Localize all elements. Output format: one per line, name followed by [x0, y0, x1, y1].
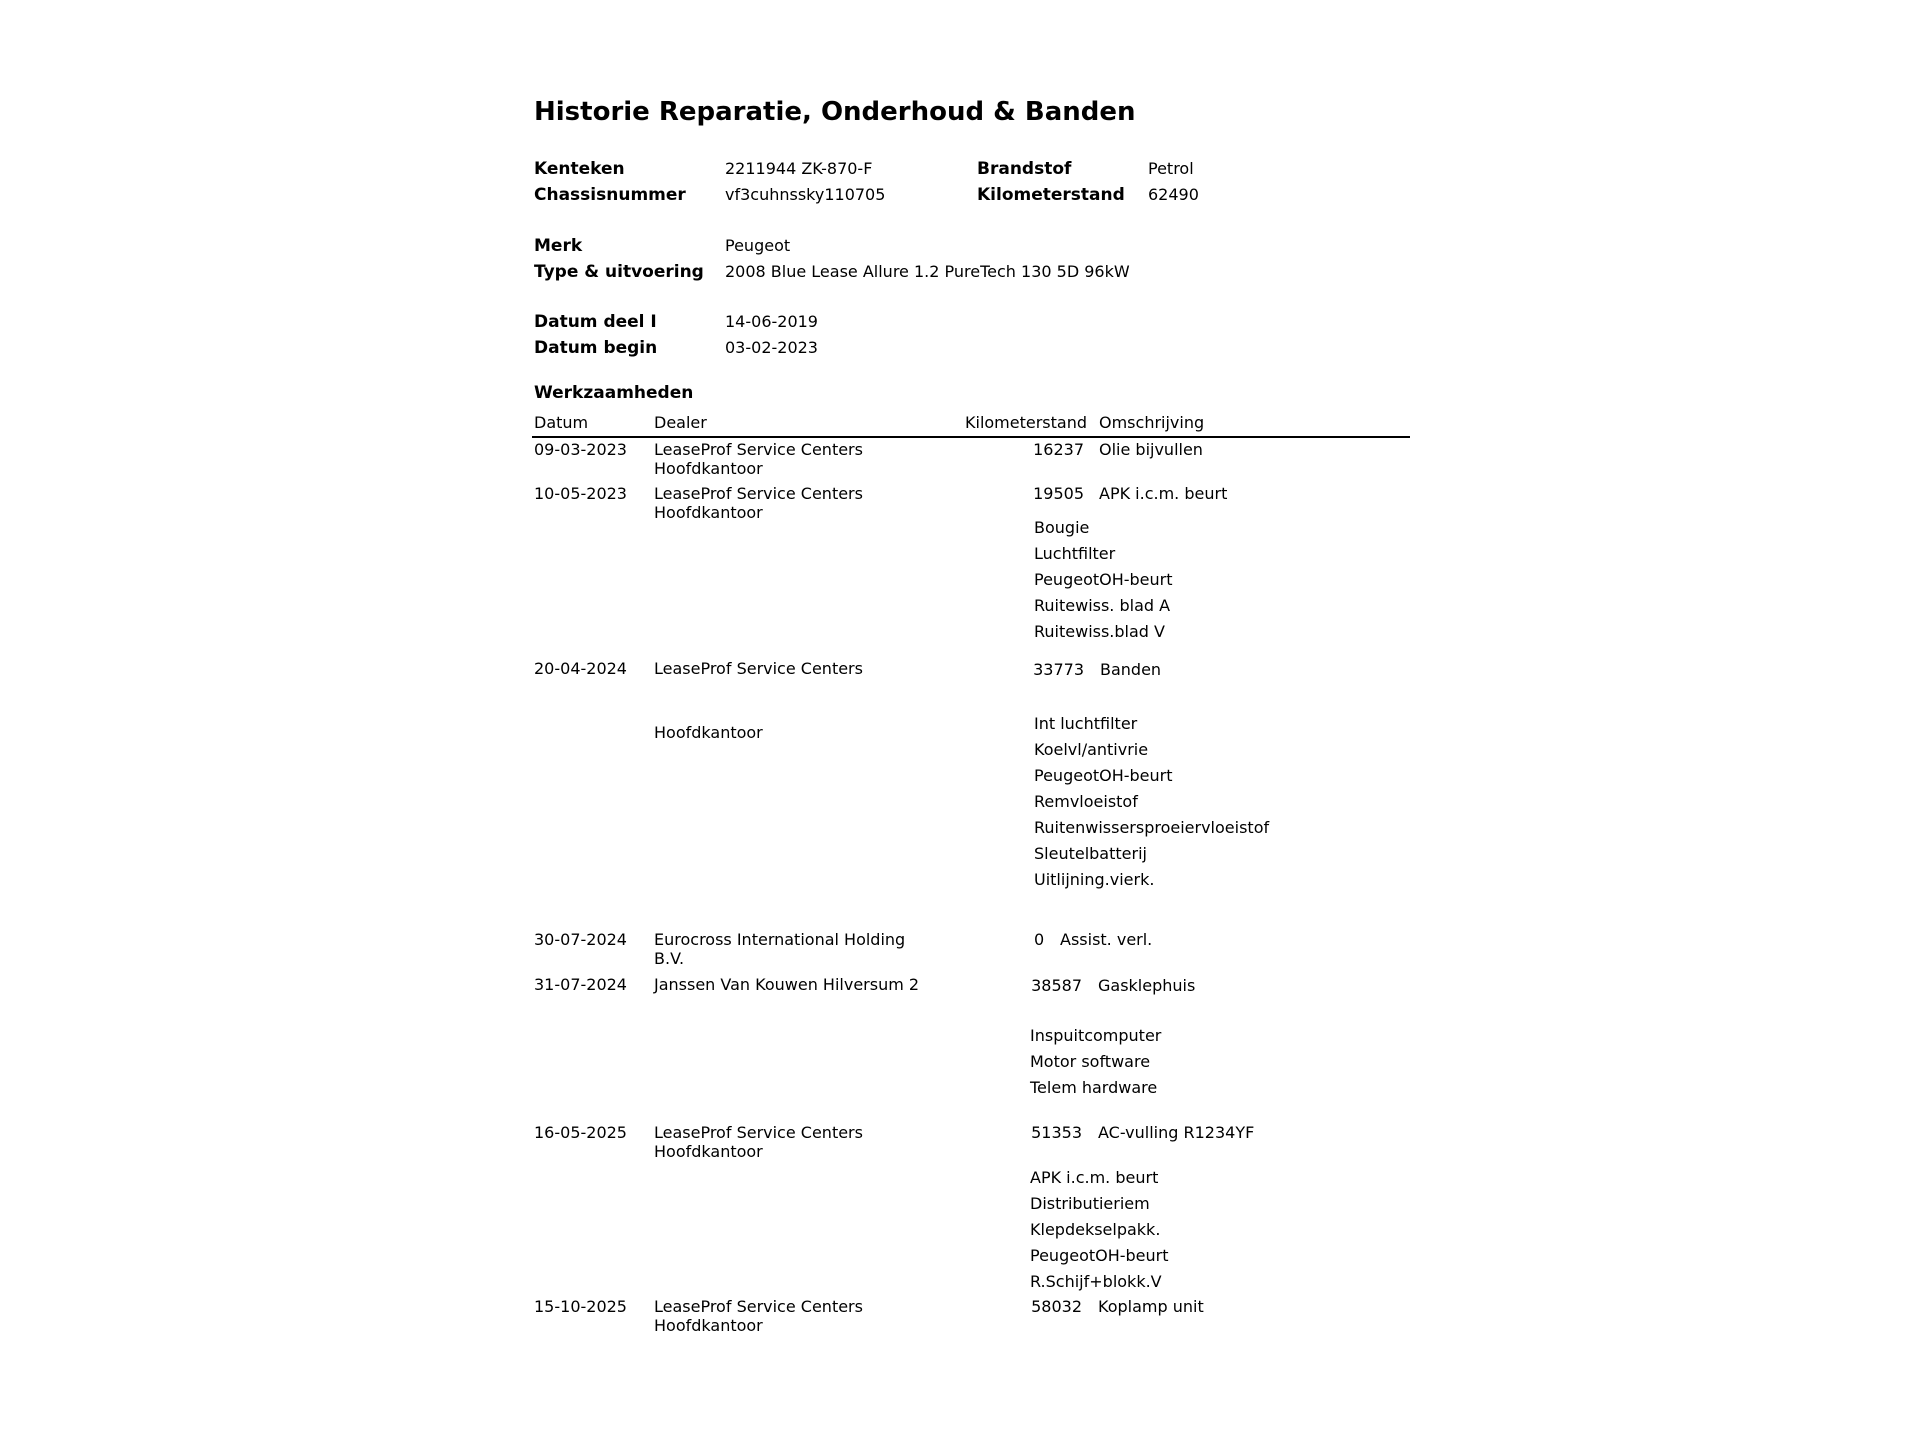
- row-subitem: Inspuitcomputer: [1030, 1026, 1162, 1045]
- header-rule: [532, 436, 1410, 438]
- row-dealer-line2: Hoofdkantoor: [654, 1316, 763, 1335]
- row-subitem: PeugeotOH-beurt: [1030, 1246, 1169, 1265]
- row-datum: 31-07-2024: [534, 975, 627, 994]
- row-subitem: Klepdekselpakk.: [1030, 1220, 1161, 1239]
- row-subitem: Uitlijning.vierk.: [1034, 870, 1155, 889]
- merk-label: Merk: [534, 236, 583, 256]
- type-value: 2008 Blue Lease Allure 1.2 PureTech 130 5D 96kW: [725, 262, 1130, 281]
- row-subitem: Telem hardware: [1030, 1078, 1158, 1097]
- datum-begin-value: 03-02-2023: [725, 338, 818, 357]
- row-omschrijving: Gasklephuis: [1098, 976, 1196, 995]
- row-dealer-line2: Hoofdkantoor: [654, 1142, 763, 1161]
- row-km: 38587: [1031, 976, 1082, 995]
- row-dealer: LeaseProf Service Centers: [654, 659, 863, 678]
- row-subitem: Koelvl/antivrie: [1034, 740, 1149, 759]
- row-dealer: LeaseProf Service Centers: [654, 484, 863, 503]
- type-label: Type & uitvoering: [534, 262, 704, 282]
- row-dealer: LeaseProf Service Centers: [654, 440, 863, 459]
- row-omschrijving: APK i.c.m. beurt: [1099, 484, 1228, 503]
- row-subitem: Sleutelbatterij: [1034, 844, 1147, 863]
- row-km: 19505: [1033, 484, 1084, 503]
- header-dealer: Dealer: [654, 413, 707, 432]
- row-datum: 15-10-2025: [534, 1297, 627, 1316]
- row-dealer-line2: B.V.: [654, 949, 685, 968]
- row-datum: 10-05-2023: [534, 484, 627, 503]
- row-subitem: PeugeotOH-beurt: [1034, 570, 1173, 589]
- row-km: 33773: [1033, 660, 1084, 679]
- row-dealer: LeaseProf Service Centers: [654, 1297, 863, 1316]
- row-subitem: Remvloeistof: [1034, 792, 1138, 811]
- page-title: Historie Reparatie, Onderhoud & Banden: [534, 97, 1136, 127]
- header-kilometerstand: Kilometerstand: [965, 413, 1088, 432]
- row-dealer: Eurocross International Holding: [654, 930, 906, 949]
- brandstof-value: Petrol: [1148, 159, 1194, 178]
- row-subitem: APK i.c.m. beurt: [1030, 1168, 1159, 1187]
- datum-deel-value: 14-06-2019: [725, 312, 818, 331]
- row-subitem: Distributieriem: [1030, 1194, 1150, 1213]
- header-omschrijving: Omschrijving: [1099, 413, 1205, 432]
- row-subitem: Motor software: [1030, 1052, 1151, 1071]
- row-dealer-line2: Hoofdkantoor: [654, 723, 763, 742]
- row-km: 51353: [1031, 1123, 1082, 1142]
- row-dealer-line2: Hoofdkantoor: [654, 459, 763, 478]
- row-subitem: Bougie: [1034, 518, 1090, 537]
- kilometerstand-label: Kilometerstand: [977, 185, 1125, 205]
- row-datum: 09-03-2023: [534, 440, 627, 459]
- row-omschrijving: Banden: [1100, 660, 1162, 679]
- datum-deel-label: Datum deel I: [534, 312, 657, 332]
- row-subitem: Ruitewiss. blad A: [1034, 596, 1171, 615]
- row-subitem: Ruitewiss.blad V: [1034, 622, 1165, 641]
- row-omschrijving: Olie bijvullen: [1099, 440, 1203, 459]
- row-subitem: Int luchtfilter: [1034, 714, 1138, 733]
- row-subitem: PeugeotOH-beurt: [1034, 766, 1173, 785]
- row-km: 58032: [1031, 1297, 1082, 1316]
- row-subitem: Luchtfilter: [1034, 544, 1116, 563]
- header-datum: Datum: [534, 413, 589, 432]
- chassis-value: vf3cuhnssky110705: [725, 185, 886, 204]
- row-datum: 30-07-2024: [534, 930, 627, 949]
- row-dealer-line2: Hoofdkantoor: [654, 503, 763, 522]
- kenteken-label: Kenteken: [534, 159, 625, 179]
- chassis-label: Chassisnummer: [534, 185, 686, 205]
- werkzaamheden-title: Werkzaamheden: [534, 383, 694, 403]
- row-subitem: Ruitenwissersproeiervloeistof: [1034, 818, 1270, 837]
- kilometerstand-value: 62490: [1148, 185, 1199, 204]
- row-datum: 20-04-2024: [534, 659, 627, 678]
- merk-value: Peugeot: [725, 236, 791, 255]
- row-dealer: LeaseProf Service Centers: [654, 1123, 863, 1142]
- row-km: 16237: [1033, 440, 1084, 459]
- row-subitem: R.Schijf+blokk.V: [1030, 1272, 1162, 1291]
- row-omschrijving: Koplamp unit: [1098, 1297, 1204, 1316]
- datum-begin-label: Datum begin: [534, 338, 658, 358]
- row-datum: 16-05-2025: [534, 1123, 627, 1142]
- brandstof-label: Brandstof: [977, 159, 1072, 179]
- kenteken-value: 2211944 ZK-870-F: [725, 159, 873, 178]
- row-km: 0: [1034, 930, 1045, 949]
- row-omschrijving: Assist. verl.: [1060, 930, 1153, 949]
- row-dealer: Janssen Van Kouwen Hilversum 2: [654, 975, 920, 994]
- row-omschrijving: AC-vulling R1234YF: [1098, 1123, 1255, 1142]
